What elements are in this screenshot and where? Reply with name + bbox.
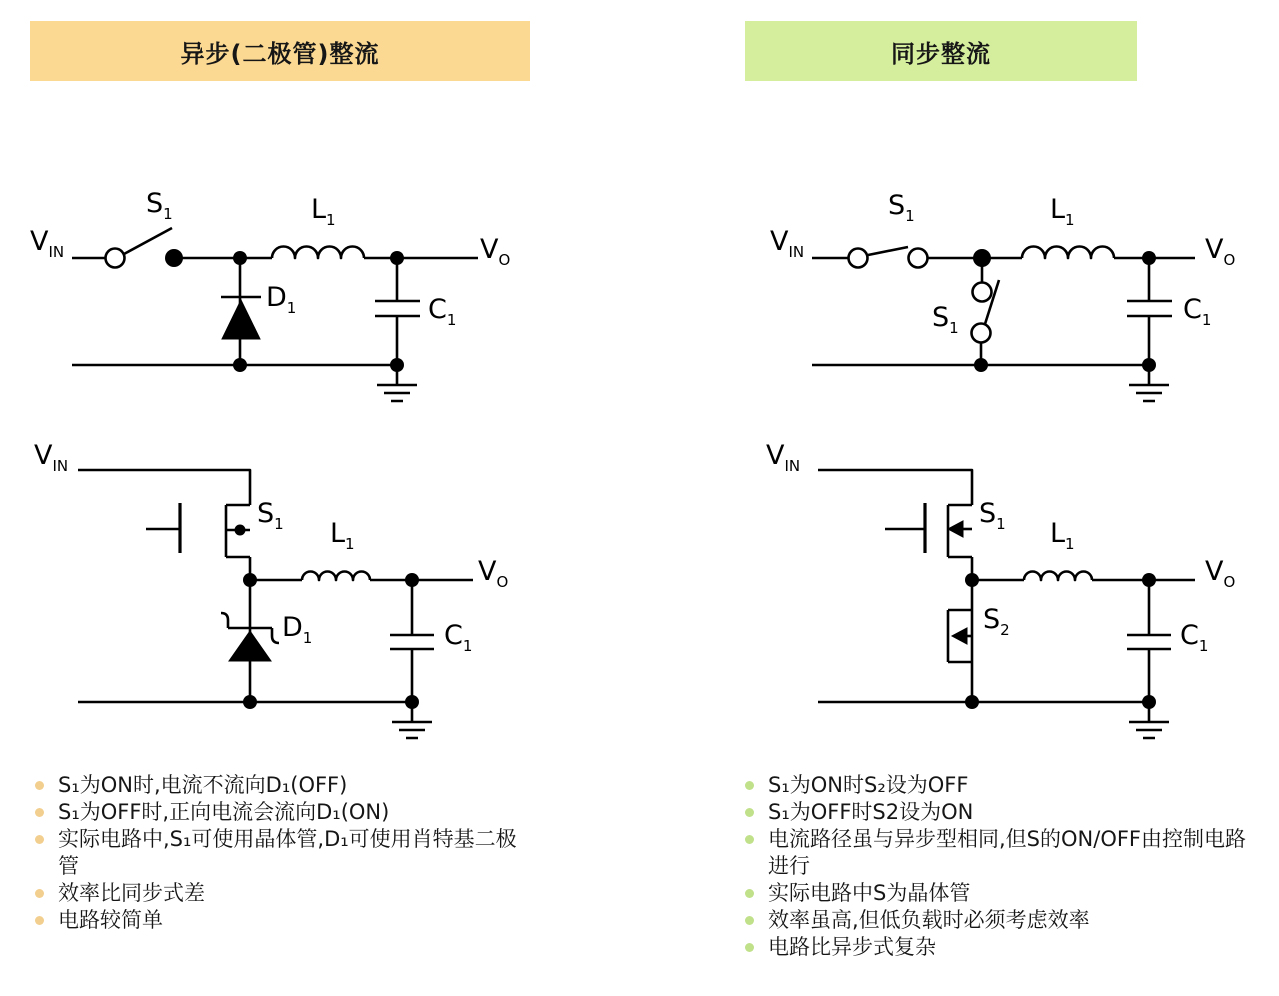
label-s1-top: $S_1$	[888, 190, 915, 225]
bullet-icon	[745, 889, 754, 898]
capacitor-icon	[375, 258, 420, 365]
bullet-icon	[745, 916, 754, 925]
bullet-icon	[35, 889, 44, 898]
high-side-mosfet-icon	[885, 503, 972, 580]
switch-blade-icon	[124, 228, 172, 254]
bullet-icon	[35, 835, 44, 844]
label-l1: $L_1$	[1050, 518, 1075, 553]
list-item: 电流路径虽与异步型相同,但S的ON/OFF由控制电路进行	[745, 826, 1250, 880]
bullet-icon	[35, 781, 44, 790]
mosfet-icon	[146, 503, 250, 580]
label-vin: $V_{IN}$	[766, 440, 801, 475]
label-s1: $S_1$	[257, 498, 284, 533]
list-item: 效率虽高,但低负载时必须考虑效率	[745, 907, 1250, 934]
notes-sync-list	[745, 772, 1250, 961]
inductor-coil-icon	[272, 247, 364, 258]
switch-pivot-icon	[106, 249, 125, 268]
list-item: S₁为OFF时S2设为ON	[745, 799, 1250, 826]
diode-icon	[221, 297, 261, 339]
list-item: S₁为ON时,电流不流向D₁(OFF)	[35, 772, 535, 799]
label-s2: $S_2$	[983, 604, 1010, 639]
bullet-icon	[745, 943, 754, 952]
label-c1: $C_1$	[1183, 294, 1212, 329]
label-vo: $V_O$	[1205, 556, 1236, 591]
label-vo: $V_O$	[1205, 234, 1236, 269]
bullet-icon	[745, 835, 754, 844]
label-l1: $L_1$	[1050, 194, 1075, 229]
list-item: 实际电路中S为晶体管	[745, 880, 1250, 907]
label-d1: $D_1$	[266, 282, 297, 317]
bullet-icon	[745, 808, 754, 817]
label-d1: $D_1$	[282, 612, 313, 647]
sync-mosfet-circuit	[818, 470, 1195, 738]
label-l1: $L_1$	[311, 194, 336, 229]
bullet-icon	[35, 916, 44, 925]
list-item: S₁为ON时S₂设为OFF	[745, 772, 1250, 799]
list-item: 电路比异步式复杂	[745, 934, 1250, 961]
sync-switch-circuit	[812, 247, 1195, 401]
switch-pivot-icon	[849, 249, 868, 268]
bullet-icon	[745, 781, 754, 790]
list-item: S₁为OFF时,正向电流会流向D₁(ON)	[35, 799, 535, 826]
label-c1: $C_1$	[444, 620, 473, 655]
label-c1: $C_1$	[428, 294, 457, 329]
notes-async	[35, 772, 535, 934]
header-sync: 同步整流	[745, 21, 1137, 81]
label-vin: $V_{IN}$	[34, 440, 69, 475]
inductor-coil-icon	[302, 572, 370, 580]
capacitor-icon	[390, 580, 434, 702]
label-s1-low: $S_1$	[932, 302, 959, 337]
capacitor-icon	[1127, 580, 1171, 702]
low-side-mosfet-icon	[948, 610, 972, 662]
low-side-switch-icon	[972, 258, 1000, 365]
label-s1: $S_1$	[146, 188, 173, 223]
label-s1: $S_1$	[979, 498, 1006, 533]
list-item: 效率比同步式差	[35, 880, 535, 907]
notes-sync	[745, 772, 1250, 961]
label-vin: $V_{IN}$	[770, 226, 805, 261]
inductor-coil-icon	[1022, 247, 1114, 258]
list-item: 电路较简单	[35, 907, 535, 934]
capacitor-icon	[1127, 258, 1172, 365]
switch-contact-icon	[909, 249, 928, 268]
label-l1: $L_1$	[330, 518, 355, 553]
label-vo: $V_O$	[478, 556, 509, 591]
label-vo: $V_O$	[480, 234, 511, 269]
inductor-coil-icon	[1024, 572, 1092, 580]
header-async: 异步(二极管)整流	[30, 21, 530, 81]
switch-blade-icon	[868, 247, 908, 255]
list-item: 实际电路中,S₁可使用晶体管,D₁可使用肖特基二极管	[35, 826, 535, 880]
label-c1: $C_1$	[1180, 620, 1209, 655]
bullet-icon	[35, 808, 44, 817]
notes-async-list	[35, 772, 535, 934]
label-vin: $V_{IN}$	[30, 226, 65, 261]
